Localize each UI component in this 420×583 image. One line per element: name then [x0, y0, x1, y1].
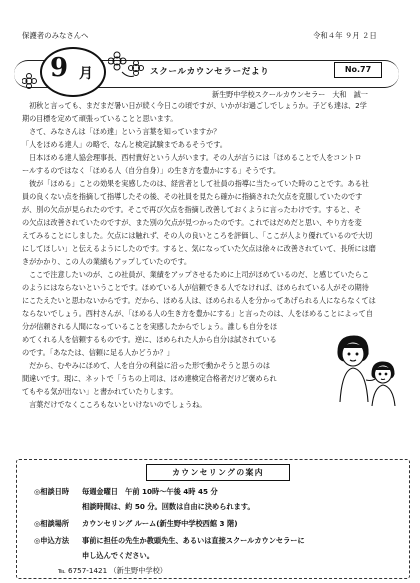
counseling-heading: カウンセリングの案内	[146, 464, 290, 481]
body-line: 彼が「ほめる」ことの効果を実感したのは、経営者として社員の指導に当たっていた時のことです。ある社	[22, 179, 369, 188]
place-value: カウンセリング ルーム(新生野中学校西館 3 階)	[82, 519, 238, 528]
body-line: 「人をほめる達人」の略で、なんと検定試験まであるそうです。	[22, 140, 227, 149]
body-line: にこたえたいと思わないからです。だから、ほめる人は、ほめられる人を分かってあげられる人にならなくては	[22, 296, 376, 305]
body-line: 員の良くない点を指摘して指導したその後、その社員を見たら確かに指摘された欠点を克服していたのです	[22, 192, 363, 201]
body-line: きがかかり、この人の業績もアップしていたのです。	[22, 257, 192, 266]
flower-decoration-icon	[108, 50, 148, 80]
body-line: のようにはならないということです。ほめている人が信頼できる人でなければ、ほめられている人がその期待	[22, 283, 369, 292]
greeting: 保護者のみなさんへ	[22, 31, 89, 40]
byline: 新生野中学校スクールカウンセラー 大和 誠一	[212, 90, 368, 99]
date-label: ◎相談日時	[34, 487, 70, 496]
body-line: てもやる気が出ない」と書かれていたりします。	[22, 387, 178, 396]
body-line: のです。「あなたは、信頼に足る人かどうか？」	[22, 348, 174, 357]
body-line: 言葉だけでなくこころもないといけないのでしょうね。	[22, 400, 207, 409]
month-number: 9	[50, 53, 69, 83]
body-line: ならないでしょう。西村さんが、「ほめる人の生き方を豊かにする」と言ったのは、人をほめることによって自	[22, 309, 373, 318]
body-line: 分が信頼される人間になっていることを実感したからでしょう。誰しも自分をほ	[22, 322, 278, 331]
phone-number: ℡ 6757-1421 （新生野中学校）	[58, 566, 167, 575]
date-value: 毎週金曜日 午前 10時〜午後 4時 45 分	[82, 487, 218, 496]
body-line: めてくれる人を信頼するものです。逆に、ほめられた人から自分は試されている	[22, 335, 277, 344]
body-line: 間違いです。現に、ネットで「うちの上司は、ほめ達検定合格者だけど褒められ	[22, 374, 277, 383]
date-note: 相談時間は、約 50 分。回数は自由に決められます。	[82, 502, 255, 511]
method-value: 事前に担任の先生か教頭先生、あるいは直接スクールカウンセラーに	[82, 536, 305, 545]
body-line: 期の目標を定めて頑張っていることと思います。	[22, 114, 178, 123]
newsletter-title: スクールカウンセラーだより	[150, 67, 270, 77]
body-line: 初秋と言っても、まだまだ暑い日が続く今日この頃ですが、いかがお過ごしでしょうか。子ども達は、2学	[22, 101, 367, 110]
body-line: ールするのではなく「ほめる人（自分自身）」の生き方を豊かにする」そうです。	[22, 166, 280, 175]
body-line: が、別の欠点が見られたのです。そこで再び欠点を指摘し改善しておくように言ったわけです。すると、そ	[22, 205, 362, 214]
body-line: の欠点は改善されていたのですが、また別の欠点が見つかったのです。これではだめだと思い、やり方を変	[22, 218, 362, 227]
body-line: ここで注意したいのが、この社員が、業績をアップさせるために上司がほめているのだ、と感じていたらこ	[22, 270, 369, 279]
method-value-cont: 申し込んでください。	[82, 551, 154, 560]
parent-child-illustration	[322, 330, 404, 408]
issue-date: 令和４年 ９月 ２日	[313, 31, 377, 40]
body-line: さて、みなさんは「ほめ達」という言葉を知っていますか？	[22, 127, 221, 136]
body-line: だから、むやみにほめて、人を自分の利益に沿った形で動かそうと思うのは	[22, 361, 270, 370]
place-label: ◎相談場所	[34, 519, 70, 528]
month-unit: 月	[79, 66, 93, 82]
body-line: 日本ほめる達人協会理事長、西村貴好という人がいます。その人が言うには「ほめることで人をコントロ	[22, 153, 362, 162]
issue-number-box: No.77	[334, 62, 382, 78]
body-line: えてみることにしました。欠点には触れず、その人の良いところを評価し、「ここが人より優れているので大切	[22, 231, 373, 240]
body-line: にしてほしい」と伝えるようにしたのです。すると、気になっていた欠点は徐々に改善されていて、長所には磨	[22, 244, 376, 253]
method-label: ◎申込方法	[34, 536, 70, 545]
leaf-decoration-icon	[22, 72, 44, 90]
